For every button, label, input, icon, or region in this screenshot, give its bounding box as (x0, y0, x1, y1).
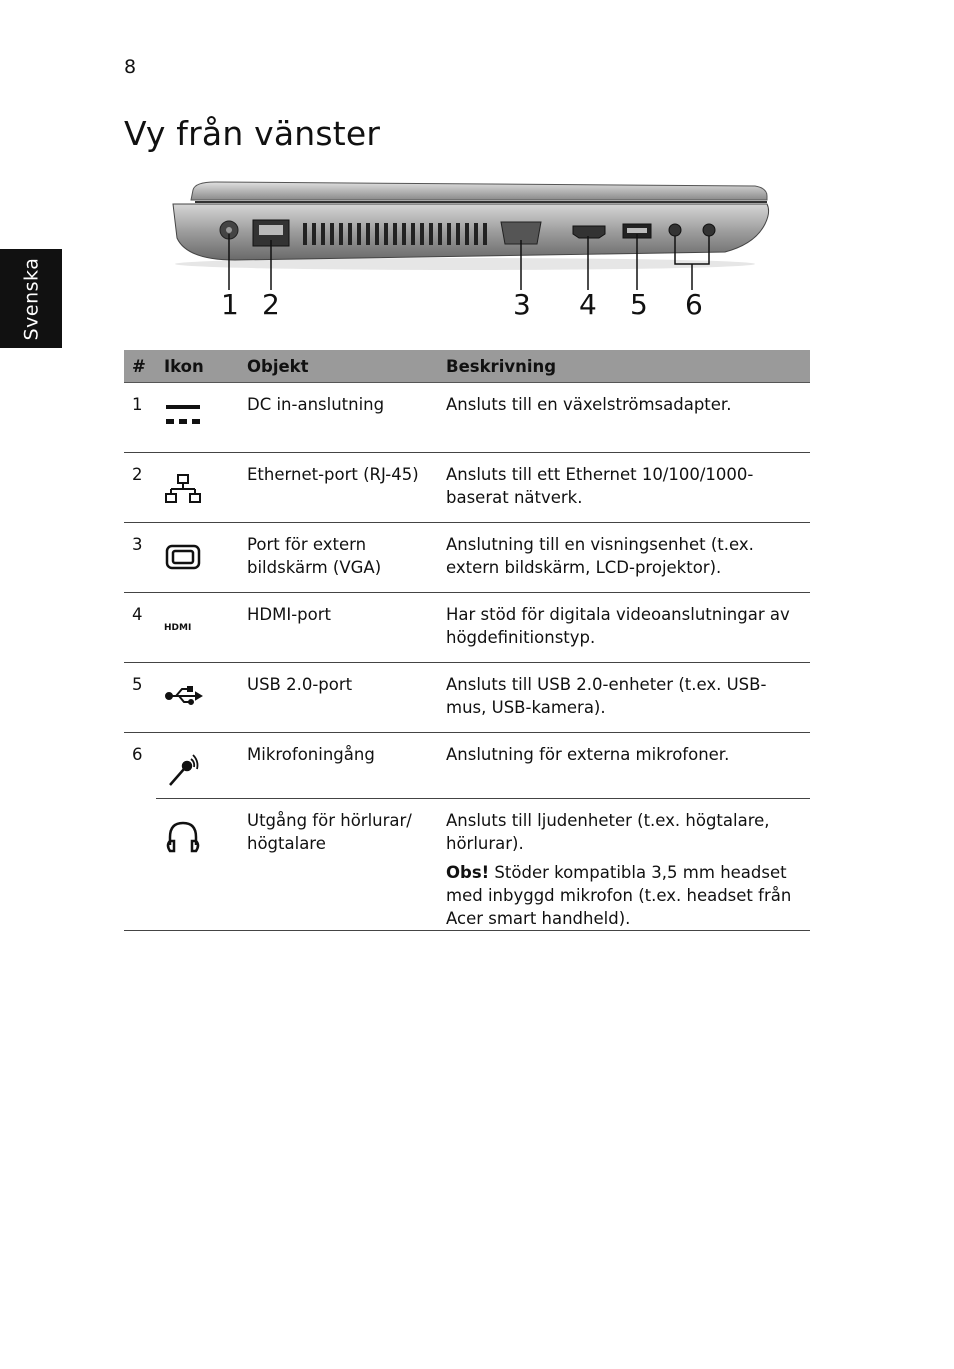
hdmi-logo-text: HDMI (164, 623, 192, 633)
row-description: Anslutning för externa mikrofoner. (438, 733, 810, 799)
note-label: Obs! (446, 863, 490, 882)
vga-icon (164, 543, 204, 573)
row-number: 3 (124, 523, 156, 593)
row-number: 1 (124, 383, 156, 453)
table-row (124, 523, 810, 593)
row-number: 5 (124, 663, 156, 733)
figure-label-4: 4 (579, 288, 597, 321)
row-object: USB 2.0-port (239, 663, 438, 733)
row-object: Port för extern bildskärm (VGA) (239, 523, 438, 593)
header-object: Objekt (239, 350, 438, 383)
microphone-icon (164, 753, 204, 789)
usb-icon (164, 683, 204, 709)
row-number: 2 (124, 453, 156, 523)
row-number: 6 (124, 733, 156, 931)
note-text: Stöder kompatibla 3,5 mm headset med inbyggd mikrofon (t.ex. headset från Acer smart handheld). (446, 863, 792, 928)
figure-label-1: 1 (221, 288, 239, 321)
language-tab-label: Svenska (20, 257, 42, 340)
row-description: Ansluts till ett Ethernet 10/100/1000-baserat nätverk. (438, 453, 810, 523)
page-title: Vy från vänster (124, 114, 381, 153)
laptop-left-side-illustration (165, 178, 775, 328)
row-icon (156, 383, 239, 453)
row-description: Ansluts till ljudenheter (t.ex. högtalare, hörlurar). (446, 811, 770, 853)
figure-label-3: 3 (513, 288, 531, 321)
row-icon (156, 663, 239, 733)
figure-label-5: 5 (630, 288, 648, 321)
row-icon (156, 453, 239, 523)
hdmi-icon (164, 613, 204, 639)
row-object: Utgång för hörlurar/ högtalare (239, 799, 438, 931)
table-row (124, 593, 810, 663)
row-object: DC in-anslutning (239, 383, 438, 453)
header-icon: Ikon (156, 350, 239, 383)
table-row (124, 383, 810, 453)
dc-power-icon (164, 403, 204, 429)
row-description: Har stöd för digitala videoanslutningar av högdefinitionstyp. (438, 593, 810, 663)
figure-label-2: 2 (262, 288, 280, 321)
row-icon (156, 799, 239, 931)
table-header-row (124, 350, 810, 383)
row-description: Ansluts till USB 2.0-enheter (t.ex. USB-mus, USB-kamera). (438, 663, 810, 733)
table-row (124, 453, 810, 523)
note (446, 861, 806, 930)
header-number: # (124, 350, 156, 383)
row-object: HDMI-port (239, 593, 438, 663)
page-number: 8 (124, 56, 137, 78)
port-spec-table (124, 350, 810, 931)
row-description-cell (438, 799, 810, 931)
language-tab (0, 249, 62, 348)
headphones-icon (164, 819, 204, 855)
table-row (124, 799, 810, 931)
row-icon (156, 593, 239, 663)
row-description: Ansluts till en växelströmsadapter. (438, 383, 810, 453)
row-description: Anslutning till en visningsenhet (t.ex. extern bildskärm, LCD-projektor). (438, 523, 810, 593)
row-object: Ethernet-port (RJ-45) (239, 453, 438, 523)
header-description: Beskrivning (438, 350, 810, 383)
row-object: Mikrofoningång (239, 733, 438, 799)
row-icon (156, 523, 239, 593)
table-row (124, 733, 810, 799)
figure-label-6: 6 (685, 288, 703, 321)
row-icon (156, 733, 239, 799)
table-row (124, 663, 810, 733)
row-number: 4 (124, 593, 156, 663)
ethernet-icon (164, 473, 204, 505)
